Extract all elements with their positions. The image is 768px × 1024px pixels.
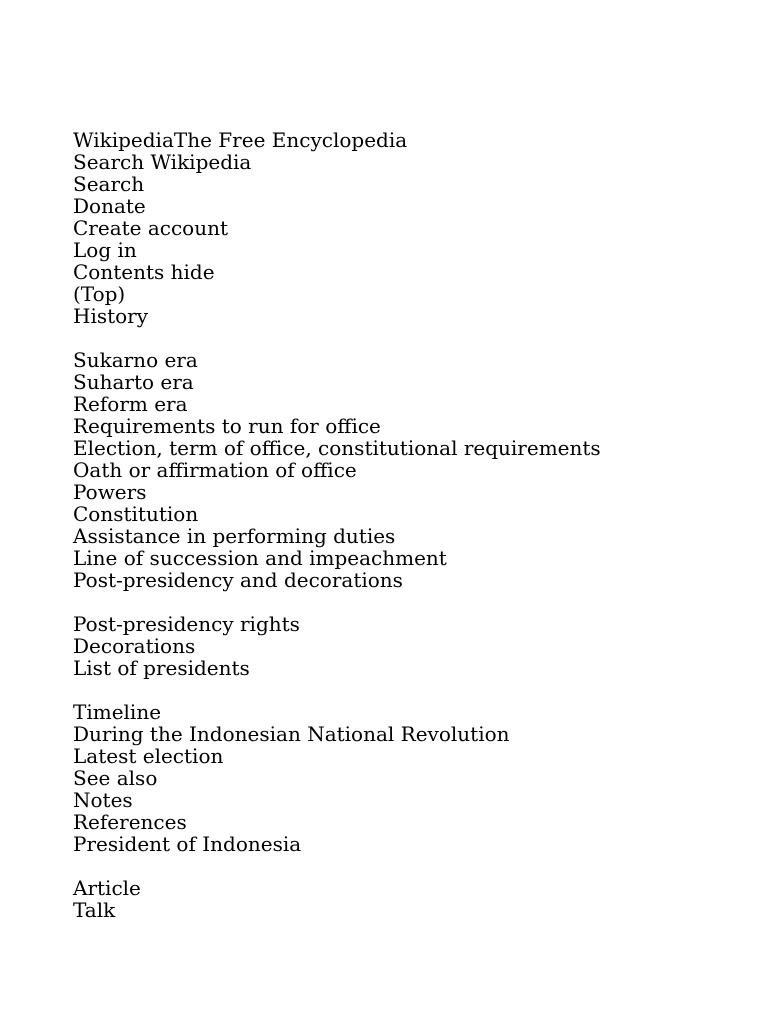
log-in-link[interactable]: Log in bbox=[73, 238, 137, 262]
search-button[interactable]: Search bbox=[73, 172, 145, 196]
toc-item-powers[interactable]: Powers bbox=[73, 480, 147, 504]
tab-article[interactable]: Article bbox=[73, 876, 141, 900]
title-gap bbox=[73, 855, 753, 877]
toc-item-top[interactable]: (Top) bbox=[73, 282, 126, 306]
toc-item-notes[interactable]: Notes bbox=[73, 788, 133, 812]
toc-item-sukarno-era[interactable]: Sukarno era bbox=[73, 348, 198, 372]
toc-title: Contents bbox=[73, 260, 165, 284]
toc-item-assistance[interactable]: Assistance in performing duties bbox=[73, 524, 396, 548]
toc-item-election[interactable]: Election, term of office, constitutional requirements bbox=[73, 436, 601, 460]
toc-item-latest-election[interactable]: Latest election bbox=[73, 744, 224, 768]
toc-item-constitution[interactable]: Constitution bbox=[73, 502, 199, 526]
logo-tagline: The Free Encyclopedia bbox=[173, 128, 408, 152]
toc-item-history[interactable]: History bbox=[73, 304, 149, 328]
toc-item-post-presidency-rights[interactable]: Post-presidency rights bbox=[73, 612, 300, 636]
toc-hide-toggle[interactable]: hide bbox=[170, 260, 215, 284]
toc-item-see-also[interactable]: See also bbox=[73, 766, 158, 790]
page-title: President of Indonesia bbox=[73, 832, 302, 856]
toc-item-timeline[interactable]: Timeline bbox=[73, 700, 162, 724]
donate-link[interactable]: Donate bbox=[73, 194, 146, 218]
toc-gap bbox=[73, 327, 753, 349]
toc-gap bbox=[73, 679, 753, 701]
toc-gap bbox=[73, 591, 753, 613]
toc-item-decorations[interactable]: Decorations bbox=[73, 634, 196, 658]
wikipedia-logo[interactable] bbox=[73, 129, 753, 151]
toc-item-reform-era[interactable]: Reform era bbox=[73, 392, 188, 416]
toc-item-revolution[interactable]: During the Indonesian National Revolution bbox=[73, 722, 510, 746]
page-content bbox=[73, 129, 753, 921]
toc-item-suharto-era[interactable]: Suharto era bbox=[73, 370, 194, 394]
logo-wordmark: Wikipedia bbox=[73, 128, 174, 152]
toc-item-list-of-presidents[interactable]: List of presidents bbox=[73, 656, 250, 680]
toc-header bbox=[73, 261, 753, 283]
search-input[interactable]: Search Wikipedia bbox=[73, 150, 252, 174]
tab-talk[interactable]: Talk bbox=[73, 898, 116, 922]
toc-item-post-presidency[interactable]: Post-presidency and decorations bbox=[73, 568, 403, 592]
toc-item-requirements[interactable]: Requirements to run for office bbox=[73, 414, 381, 438]
toc-item-oath[interactable]: Oath or affirmation of office bbox=[73, 458, 357, 482]
toc-item-succession[interactable]: Line of succession and impeachment bbox=[73, 546, 447, 570]
create-account-link[interactable]: Create account bbox=[73, 216, 229, 240]
toc-item-references[interactable]: References bbox=[73, 810, 187, 834]
